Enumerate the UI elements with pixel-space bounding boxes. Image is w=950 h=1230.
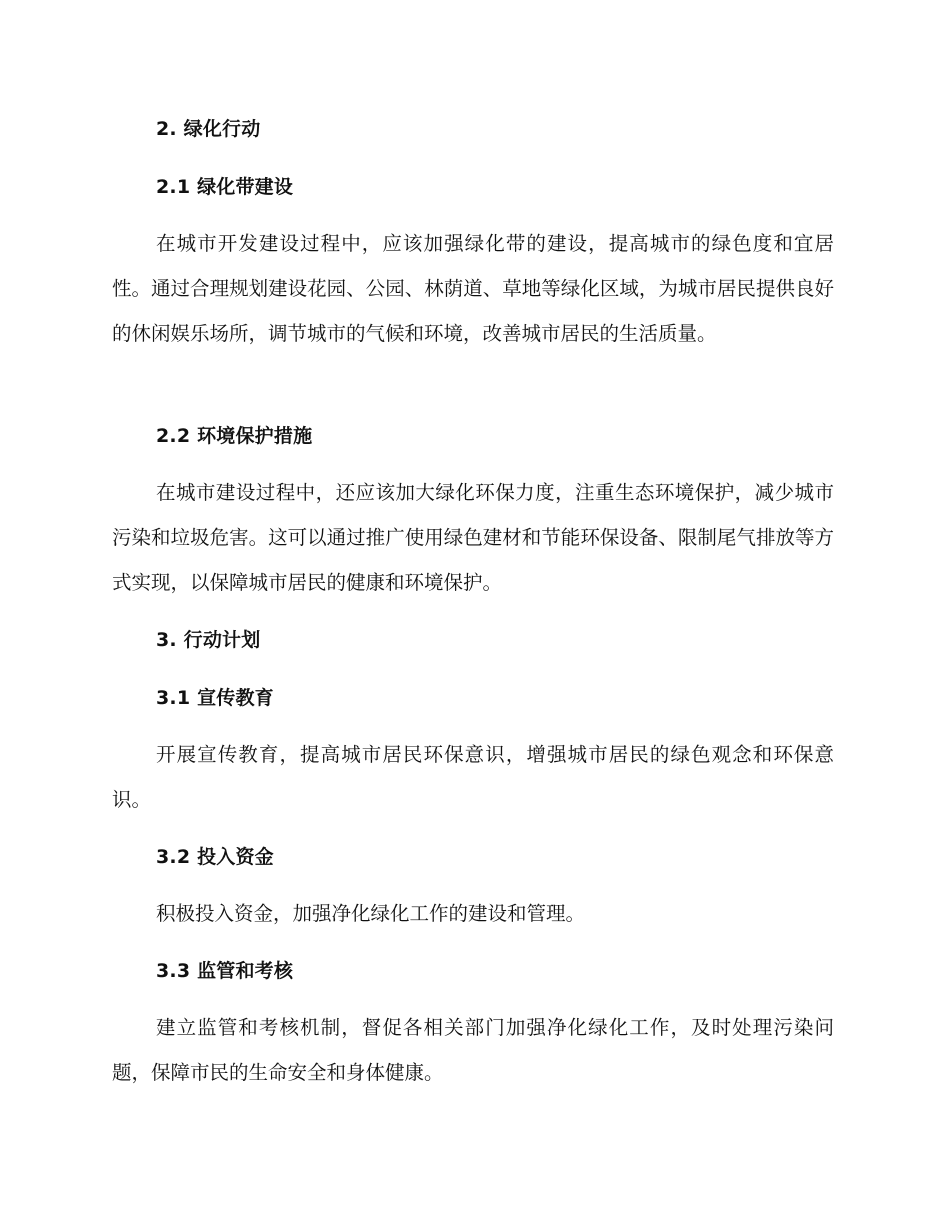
paragraph-2-2: 在城市建设过程中，还应该加大绿化环保力度，注重生态环境保护，减少城市污染和垃圾危害。这可以通过推广使用绿色建材和节能环保设备、限制尾气排放等方式实现，以保障城市居民的健康和环境保护。 xyxy=(112,481,834,594)
paragraph-3-2: 积极投入资金，加强净化绿化工作的建设和管理。 xyxy=(156,902,586,925)
paragraph-3-3: 建立监管和考核机制，督促各相关部门加强净化绿化工作，及时处理污染问题，保障市民的生命安全和身体健康。 xyxy=(112,1016,834,1084)
section-heading-3-3: 3.3 监管和考核 xyxy=(156,960,294,982)
section-heading-3-1: 3.1 宣传教育 xyxy=(156,687,274,709)
section-heading-3-2: 3.2 投入资金 xyxy=(156,846,274,868)
section-heading-2: 2. 绿化行动 xyxy=(156,118,261,140)
section-heading-2-1: 2.1 绿化带建设 xyxy=(156,176,294,198)
paragraph-3-1: 开展宣传教育，提高城市居民环保意识，增强城市居民的绿色观念和环保意识。 xyxy=(112,743,834,811)
section-heading-2-2: 2.2 环境保护措施 xyxy=(156,425,313,447)
paragraph-2-1: 在城市开发建设过程中，应该加强绿化带的建设，提高城市的绿色度和宜居性。通过合理规划建设花园、公园、林荫道、草地等绿化区域，为城市居民提供良好的休闲娱乐场所，调节城市的气候和环境，改善城市居民的生活质量。 xyxy=(112,232,834,345)
section-heading-3: 3. 行动计划 xyxy=(156,629,261,651)
